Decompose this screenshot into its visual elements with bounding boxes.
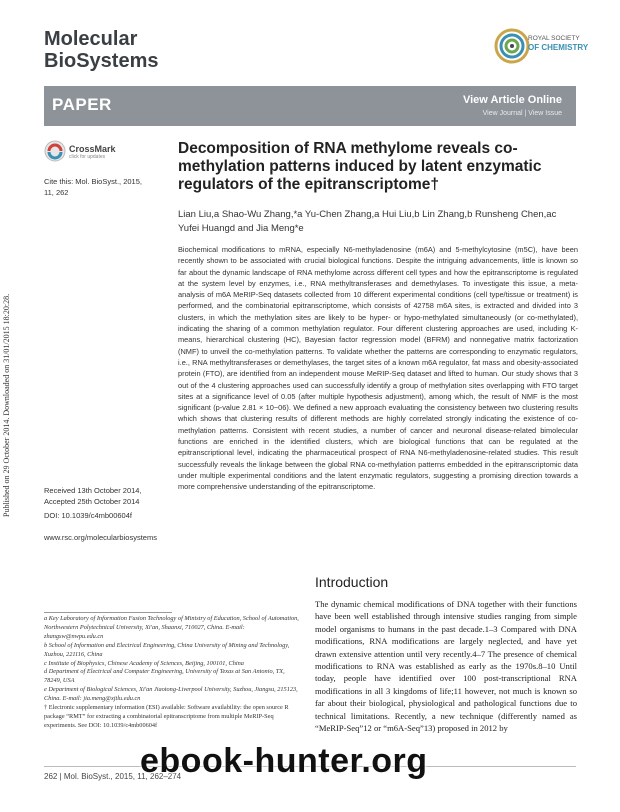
affiliation-d: d Department of Electrical and Computer Engineering, University of Texas at San Antonio, TX, 78249, USA [44, 668, 285, 685]
citation-line1: Cite this: Mol. BioSyst., 2015, [44, 177, 142, 186]
publisher-line1: ROYAL SOCIETY [528, 35, 580, 42]
journal-name-line2: BioSystems [44, 50, 159, 72]
affiliation-b: b School of Information and Electrical Engineering, China University of Mining and Technology, Xuzhou, 221116, China [44, 641, 290, 658]
citation [44, 176, 164, 198]
crossmark-icon [44, 140, 66, 162]
author-list: Lian Liu,a Shao-Wu Zhang,*a Yu-Chen Zhang,a Hui Liu,b Lin Zhang,b Runsheng Chen,ac Yufei Huangd and Jia Meng*e [178, 209, 557, 234]
crossmark-badge[interactable] [44, 140, 114, 164]
doi[interactable]: DOI: 10.1039/c4mb00604f [44, 511, 132, 520]
affiliation-a: a Key Laboratory of Information Fusion Technology of Ministry of Education, School of Automation, Northwestern Polytechnical University, Xi'an, Shaanxi, 710027, China. E-mail: zhangsw@nwpu.edu.cn [44, 615, 299, 640]
journal-name-line1: Molecular [44, 28, 138, 50]
publisher-name [528, 34, 588, 52]
accepted-line: Accepted 25th October 2014 [44, 496, 140, 506]
section-heading-introduction: Introduction [315, 574, 389, 590]
introduction-body: The dynamic chemical modifications of DNA together with their functions have been well established through intensive studies ranging from simple model organisms to humans in the past decade.1–3 Compared with DNA modifications, RNA modifications are largely neglected, and have yet drawn extensive attention until very recently.4–7 The presence of chemical modifications to RNA was established as early as the 1970s.8–10 Until today, people have identified over 100 post-transcriptional RNA modifications in all 3 kingdoms of life;11 however, not much is known so far about their biological, physiological and pathological functions due to technical limitations. Recently, a new technique (differently named as “MeRIP-Seq”12 or “m6A-Seq”13) proposed in 2012 by [315, 599, 577, 734]
view-journal-issue-links[interactable]: View Journal | View Issue [482, 110, 562, 117]
article-title: Decomposition of RNA methylome reveals co-methylation patterns induced by latent enzymatic regulators of the epitranscriptome† [178, 140, 542, 193]
abstract: Biochemical modifications to mRNA, especially N6-methyladenosine (m6A) and 5-methylcytosine (m5C), have been recently shown to be associated with crucial biological functions. Despite the intriguing advancements, little is known so far about the dynamic landscape of RNA methylome across different cell types and how the epitranscriptome is regulated at the system level by enzymes, i.e., RNA methyltransferases and demethylases. To investigate this issue, a meta-analysis of m6A MeRIP-Seq datasets collected from 10 different experimental conditions (cell type/tissue or treatment) is performed, and the combinatorial epitranscriptome, which consists of 42758 m6A sites, is extracted and divided into 3 clusters, in which the methylation sites are likely to be hyper- or hypo-methylated simultaneously (or co-methylated), indicating the sharing of a common methylation regulator. Four different clustering approaches are used, including K-means, hierarchical clustering (HC), Bayesian factor regression model (BFRM) and nonnegative matrix factorization (NMF) to unveil the co-methylation patterns. To validate whether the patterns are corresponding to enzymatic regulators, i.e., RNA methyltransferases or demethylases, the target sites of a known m6A regulator, fat mass and obesity-associated protein (FTO), are identified from an independent mouse MeRIP-Seq dataset and lifted to human. Our study shows that 3 out of the 4 clustering approaches used can successfully identify a group of methylation sites overlapping with FTO target sites at a significance level of 0.05 (after multiple hypothesis adjustment), among which, the result of NMF is the most significant (p-value 2.81 × 10−06). We defined a new approach evaluating the consistency between two clustering results which shows that clustering results of different methods are highly correlated strongly indicating the existence of co-methylation patterns. Consistent with recent studies, a number of cancer and neuronal disease-related bimolecular functions are enriched in the identified clusters, which are biological functions that can be regulated at the epitranscriptional level, indicating the pharmaceutical prospect of RNA N6-methyladenosine-related studies. This result successfully reveals the linkage between the global RNA co-methylation patterns embedded in the epitranscriptomic data under multiple experimental conditions and the latent enzymatic regulators, suggesting a promising direction towards a more comprehensive understanding of the epitranscriptome. [178, 245, 578, 492]
crossmark-label: CrossMark [69, 144, 116, 154]
affiliation-c: c Institute of Biophysics, Chinese Academy of Sciences, Beijing, 100101, China [44, 659, 244, 667]
article-type-banner [44, 86, 576, 126]
affiliations [44, 615, 302, 731]
article-type: PAPER [52, 95, 112, 114]
received-dates [44, 486, 174, 507]
publisher-line2: OF CHEMISTRY [528, 43, 589, 52]
download-side-note: Published on 29 October 2014. Downloaded on 31/01/2015 18:20:28. [2, 293, 11, 517]
crossmark-sub: click for updates [69, 154, 106, 160]
received-line: Received 13th October 2014, [44, 486, 142, 495]
esi-note: † Electronic supplementary information (ESI) available: Software availability: the open source R package “RMT” for extracting a combinatorial epitranscriptome from multiple MeRIP-Seq experiments. See DOI: 10.1039/c4mb00604f [44, 704, 289, 729]
affiliation-e: e Department of Biological Sciences, Xi'an Jiaotong-Liverpool University, Suzhou, Jiangsu, 215123, China. E-mail: jia.meng@xjtlu.edu.cn [44, 686, 298, 703]
watermark: ebook-hunter.org [140, 742, 428, 780]
view-article-online-link[interactable]: View Article Online [462, 94, 562, 106]
journal-name [44, 28, 159, 72]
page-footer: 262 | Mol. BioSyst., 2015, 11, 262–274 [44, 772, 182, 781]
citation-line2: 11, 262 [44, 188, 69, 197]
affiliations-divider [44, 612, 172, 613]
journal-url[interactable]: www.rsc.org/molecularbiosystems [44, 533, 157, 542]
